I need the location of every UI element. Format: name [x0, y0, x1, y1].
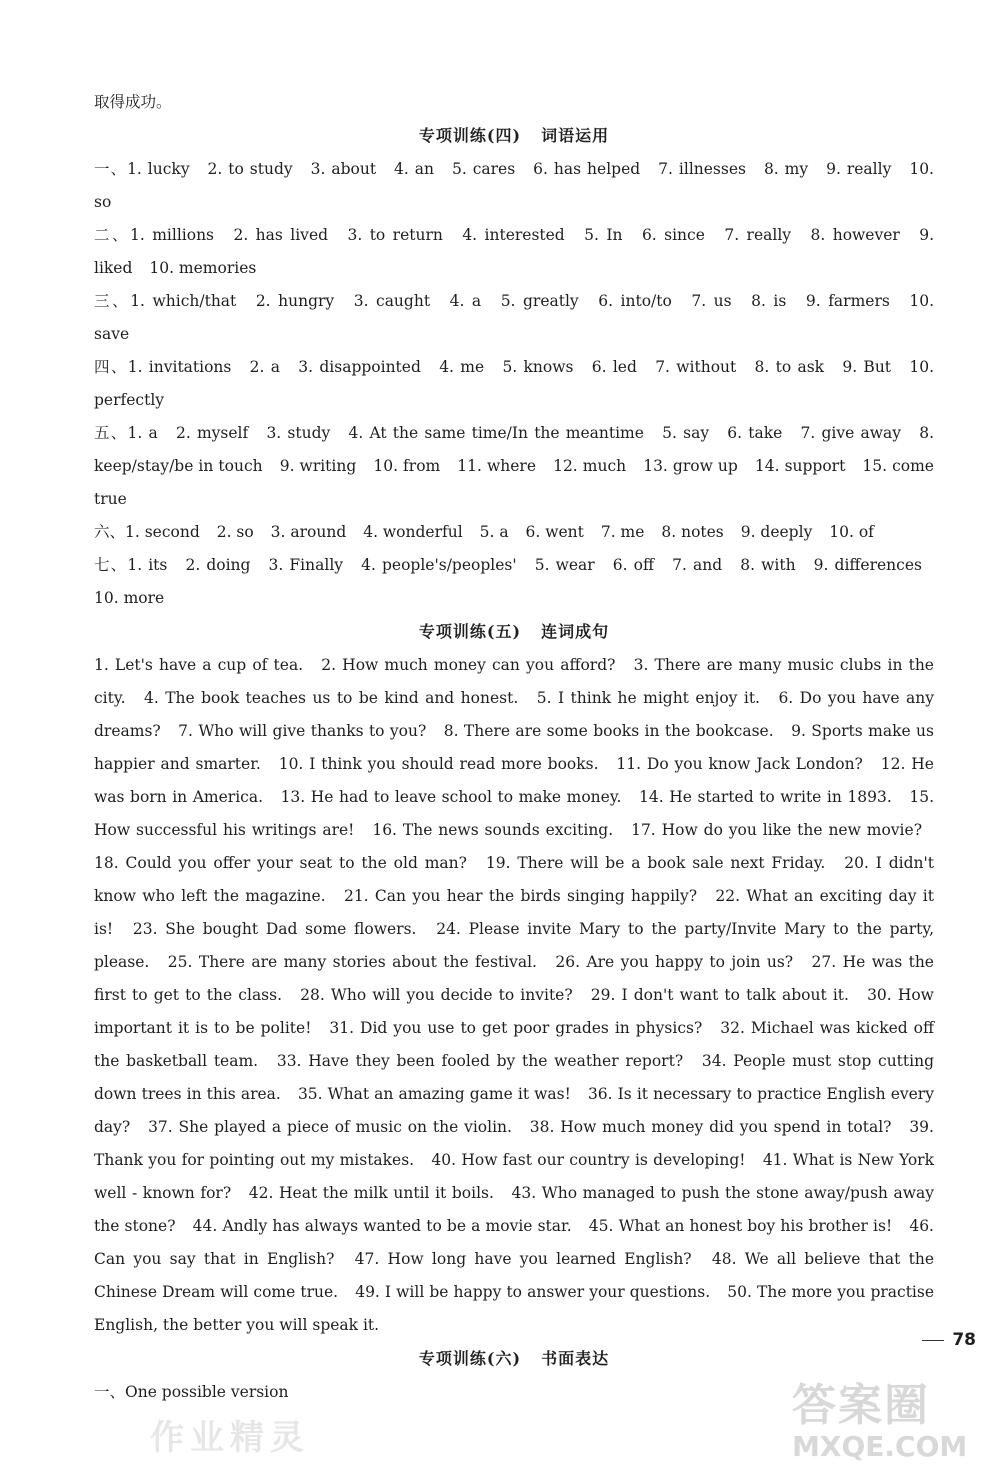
sentence-answer: 11. Do you know Jack London?	[616, 755, 863, 773]
answer-item: 5. knows	[502, 358, 574, 376]
answer-item: 15. come true	[94, 457, 934, 508]
answer-item: 10. from	[373, 457, 441, 475]
answer-row-lead: 七、	[94, 556, 128, 574]
answer-item: 5. In	[584, 226, 623, 244]
sentence-answer: 15. How successful his writings are!	[94, 788, 934, 839]
watermark-stamp: 作业精灵	[150, 1418, 310, 1458]
answer-item: 8. my	[763, 160, 809, 178]
answer-item: 6. has helped	[533, 160, 641, 178]
sentence-answer: 30. How important it is to be polite!	[94, 986, 934, 1037]
answer-item: 5. wear	[534, 556, 595, 574]
answer-item: 4. wonderful	[363, 523, 463, 541]
answer-item: 5. a	[479, 523, 509, 541]
answer-item: 8. is	[751, 292, 787, 310]
section6-heading	[94, 1342, 934, 1376]
answer-item: 14. support	[754, 457, 846, 475]
sentence-answer: 48. We all believe that the Chinese Dream will come true.	[94, 1250, 934, 1301]
sentence-answer: 27. He was the first to get to the class.	[94, 953, 934, 1004]
sentence-answer: 8. There are some books in the bookcase.	[443, 722, 774, 740]
answer-row	[94, 285, 934, 351]
answer-row-lead: 六、	[94, 523, 126, 541]
sentence-answer: 40. How fast our country is developing!	[431, 1151, 746, 1169]
sentence-answer: 25. There are many stories about the festival.	[167, 953, 537, 971]
answer-item: 2. a	[249, 358, 280, 376]
answer-item: 2. hungry	[255, 292, 335, 310]
answer-item: 10. memories	[149, 259, 257, 277]
answer-item: 1. second	[125, 523, 200, 541]
watermark-site: MXQE.COM	[792, 1430, 968, 1463]
answer-row-lead: 四、	[94, 358, 128, 376]
answer-item: 10. of	[829, 523, 874, 541]
sentence-answer: 38. How much money did you spend in total?	[529, 1118, 892, 1136]
answer-item: 7. and	[672, 556, 723, 574]
answer-item: 9. differences	[813, 556, 922, 574]
answer-item: 4. interested	[462, 226, 565, 244]
answer-item: 6. went	[525, 523, 584, 541]
answer-row	[94, 351, 934, 417]
answer-item: 9. liked	[94, 226, 935, 277]
answer-item: 1. millions	[130, 226, 215, 244]
sentence-answer: 31. Did you use to get poor grades in physics?	[329, 1019, 703, 1037]
sentence-answer: 41. What is New York well - known for?	[94, 1151, 934, 1202]
answer-item: 4. an	[394, 160, 435, 178]
answer-item: 7. me	[600, 523, 645, 541]
answer-item: 7. really	[724, 226, 792, 244]
sentence-answer: 17. How do you like the new movie?	[631, 821, 922, 839]
sentence-answer: 22. What an exciting day it is!	[94, 887, 934, 938]
answer-item: 10. more	[94, 589, 165, 607]
sentence-answer: 33. Have they been fooled by the weather report?	[276, 1052, 684, 1070]
answer-item: 1. which/that	[130, 292, 237, 310]
answer-item: 9. farmers	[805, 292, 890, 310]
sentence-answer: 42. Heat the milk until it boils.	[248, 1184, 494, 1202]
sentence-answer: 9. Sports make us happier and smarter.	[94, 722, 934, 773]
section5-heading	[94, 615, 934, 649]
sentence-answer: 49. I will be happy to answer your questions.	[355, 1283, 711, 1301]
answer-item: 5. cares	[451, 160, 516, 178]
section6-name: 书面表达	[541, 1349, 610, 1368]
answer-item: 1. its	[127, 556, 168, 574]
answer-item: 3. study	[266, 424, 331, 442]
answer-item: 6. led	[591, 358, 637, 376]
answer-row	[94, 417, 934, 516]
section5-answers	[94, 649, 934, 1342]
answer-item: 9. deeply	[740, 523, 813, 541]
section4-answers	[94, 153, 934, 615]
answer-item: 4. people's/peoples'	[361, 556, 517, 574]
sentence-answer: 4. The book teaches us to be kind and honest.	[143, 689, 519, 707]
answer-item: 8. notes	[661, 523, 724, 541]
watermark-text: 答案圈	[792, 1380, 930, 1431]
sentence-answer: 12. He was born in America.	[94, 755, 934, 806]
sentence-answer: 50. The more you practise English, the better you will speak it.	[94, 1283, 935, 1334]
sentence-answer: 18. Could you offer your seat to the old man?	[94, 854, 467, 872]
sentence-answer: 5. I think he might enjoy it.	[536, 689, 760, 707]
section6-title: 专项训练(六)	[418, 1349, 522, 1368]
section6-first-line: 一、One possible version	[94, 1383, 289, 1401]
answer-item: 4. me	[439, 358, 485, 376]
answer-item: 11. where	[457, 457, 537, 475]
sentence-answer: 3. There are many music clubs in the city.	[94, 656, 934, 707]
sentence-answer: 2. How much money can you afford?	[321, 656, 616, 674]
answer-item: 6. take	[727, 424, 783, 442]
answer-item: 6. off	[612, 556, 655, 574]
page-number: 78	[922, 1330, 976, 1350]
sentence-answer: 29. I don't want to talk about it.	[590, 986, 849, 1004]
sentence-answer: 34. People must stop cutting down trees in this area.	[94, 1052, 934, 1103]
answer-item: 10. save	[94, 292, 935, 343]
answer-item: 8. keep/stay/be in touch	[94, 424, 934, 475]
sentence-answer: 44. Andly has always wanted to be a movie star.	[192, 1217, 572, 1235]
answer-item: 7. without	[655, 358, 737, 376]
sentence-answer: 37. She played a piece of music on the violin.	[148, 1118, 512, 1136]
page-content	[94, 86, 934, 1409]
sentence-answer: 32. Michael was kicked off the basketball team.	[94, 1019, 934, 1070]
section4-name: 词语运用	[541, 126, 610, 145]
answer-item: 2. myself	[175, 424, 249, 442]
answer-row-lead: 三、	[94, 292, 131, 310]
sentence-answer: 16. The news sounds exciting.	[372, 821, 614, 839]
answer-item: 8. however	[810, 226, 900, 244]
answer-item: 3. to return	[347, 226, 443, 244]
answer-item: 9. really	[826, 160, 892, 178]
sentence-answer: 7. Who will give thanks to you?	[178, 722, 427, 740]
answer-item: 4. At the same time/In the meantime	[348, 424, 644, 442]
answer-item: 2. so	[216, 523, 254, 541]
answer-item: 10. so	[94, 160, 934, 211]
section5-name: 连词成句	[541, 622, 610, 641]
answer-item: 7. illnesses	[658, 160, 746, 178]
answer-item: 3. disappointed	[298, 358, 421, 376]
answer-item: 3. around	[270, 523, 347, 541]
sentence-answer: 28. Who will you decide to invite?	[300, 986, 573, 1004]
section4-heading	[94, 119, 934, 153]
answer-item: 2. has lived	[233, 226, 329, 244]
sentence-answer: 6. Do you have any dreams?	[94, 689, 934, 740]
watermark-logo	[792, 1380, 982, 1466]
answer-row	[94, 516, 934, 549]
answer-item: 12. much	[553, 457, 627, 475]
answer-item: 3. about	[310, 160, 377, 178]
sentence-answer: 13. He had to leave school to make money.	[280, 788, 622, 806]
intro-text: 取得成功。	[94, 93, 172, 111]
answer-item: 9. writing	[279, 457, 357, 475]
answer-row	[94, 549, 934, 615]
answer-item: 8. with	[740, 556, 796, 574]
answer-item: 8. to ask	[754, 358, 825, 376]
sentence-answer: 43. Who managed to push the stone away/push away the stone?	[94, 1184, 934, 1235]
answer-row	[94, 219, 934, 285]
sentence-answer: 47. How long have you learned English?	[354, 1250, 692, 1268]
answer-item: 9. But	[842, 358, 892, 376]
section4-title: 专项训练(四)	[418, 126, 522, 145]
sentence-answer: 35. What an amazing game it was!	[297, 1085, 571, 1103]
sentence-answer: 10. I think you should read more books.	[278, 755, 599, 773]
answer-item: 13. grow up	[643, 457, 738, 475]
answer-item: 2. doing	[185, 556, 251, 574]
answer-item: 10. perfectly	[94, 358, 934, 409]
section5-title: 专项训练(五)	[418, 622, 522, 641]
answer-item: 5. greatly	[500, 292, 579, 310]
sentence-answer: 1. Let's have a cup of tea.	[94, 656, 304, 674]
answer-item: 3. Finally	[268, 556, 344, 574]
sentence-answer: 19. There will be a book sale next Friday.	[485, 854, 826, 872]
sentence-answer: 23. She bought Dad some flowers.	[132, 920, 417, 938]
sentence-answer: 24. Please invite Mary to the party/Invite Mary to the party, please.	[94, 920, 934, 971]
sentence-answer: 46. Can you say that in English?	[94, 1217, 934, 1268]
answer-row-lead: 五、	[94, 424, 128, 442]
answer-row-lead: 一、	[94, 160, 128, 178]
answer-item: 1. invitations	[127, 358, 232, 376]
sentence-answer: 36. Is it necessary to practice English every day?	[94, 1085, 934, 1136]
answer-item: 3. caught	[353, 292, 431, 310]
answer-item: 6. into/to	[598, 292, 672, 310]
answer-item: 1. lucky	[127, 160, 190, 178]
answer-item: 7. give away	[800, 424, 901, 442]
sentence-answer: 21. Can you hear the birds singing happily?	[343, 887, 698, 905]
sentence-answer: 14. He started to write in 1893.	[639, 788, 892, 806]
answer-item: 4. a	[449, 292, 482, 310]
sentence-answer: 45. What an honest boy his brother is!	[588, 1217, 893, 1235]
sentence-answer: 26. Are you happy to join us?	[555, 953, 794, 971]
answer-row	[94, 153, 934, 219]
answer-item: 2. to study	[207, 160, 293, 178]
answer-item: 6. since	[641, 226, 705, 244]
answer-item: 7. us	[691, 292, 732, 310]
answer-item: 1. a	[127, 424, 158, 442]
answer-row-lead: 二、	[94, 226, 130, 244]
answer-item: 5. say	[662, 424, 710, 442]
sentence-answer: 20. I didn't know who left the magazine.	[94, 854, 934, 905]
sentence-answer: 39. Thank you for pointing out my mistakes.	[94, 1118, 934, 1169]
